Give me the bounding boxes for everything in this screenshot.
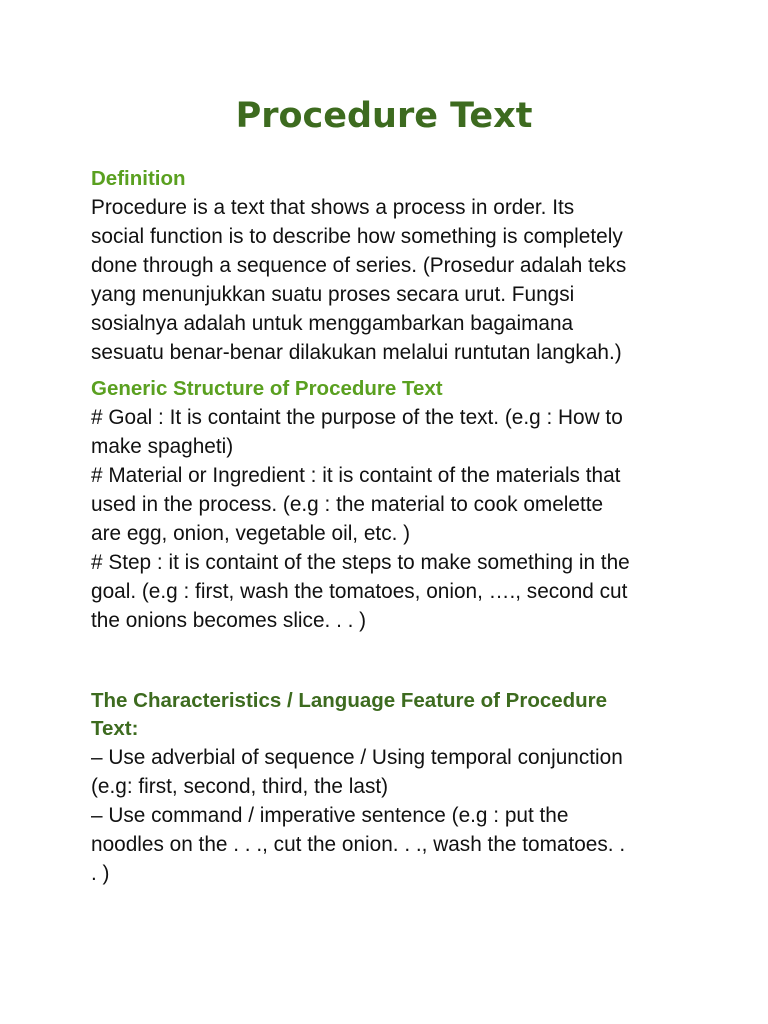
definition-heading: Definition — [91, 167, 186, 190]
definition-line: Procedure is a text that shows a process in order. Its — [91, 196, 575, 219]
characteristics-line: (e.g: first, second, third, the last) — [91, 775, 389, 798]
generic-structure-line: # Material or Ingredient : it is containt of the materials that — [91, 464, 621, 487]
characteristics-line: – Use command / imperative sentence (e.g : put the — [91, 804, 569, 827]
characteristics-line: noodles on the . . ., cut the onion. . ., wash the tomatoes. . — [91, 833, 626, 856]
generic-structure-line: # Step : it is containt of the steps to make something in the — [91, 551, 630, 574]
generic-structure-line: used in the process. (e.g : the material to cook omelette — [91, 493, 604, 516]
generic-structure-line: goal. (e.g : first, wash the tomatoes, onion, …., second cut — [91, 580, 628, 603]
generic-structure-line: the onions becomes slice. . . ) — [91, 609, 367, 632]
characteristics-line: – Use adverbial of sequence / Using temporal conjunction — [91, 746, 623, 769]
characteristics-line: . ) — [91, 862, 110, 885]
definition-line: social function is to describe how something is completely — [91, 225, 623, 248]
definition-line: sesuatu benar-benar dilakukan melalui runtutan langkah.) — [91, 341, 622, 364]
definition-section — [91, 165, 691, 367]
generic-structure-heading: Generic Structure of Procedure Text — [91, 377, 443, 400]
definition-line: done through a sequence of series. (Prosedur adalah teks — [91, 254, 627, 277]
generic-structure-line: make spagheti) — [91, 435, 234, 458]
generic-structure-section — [91, 375, 691, 635]
characteristics-heading: The Characteristics / Language Feature of Procedure — [91, 689, 608, 712]
definition-line: yang menunjukkan suatu proses secara urut. Fungsi — [91, 283, 575, 306]
definition-line: sosialnya adalah untuk menggambarkan bagaimana — [91, 312, 574, 335]
generic-structure-line: are egg, onion, vegetable oil, etc. ) — [91, 522, 411, 545]
generic-structure-line: # Goal : It is containt the purpose of the text. (e.g : How to — [91, 406, 623, 429]
characteristics-section — [91, 687, 691, 888]
page-title: Procedure Text — [235, 96, 533, 136]
document-content — [91, 165, 691, 888]
characteristics-heading: Text: — [91, 717, 139, 740]
